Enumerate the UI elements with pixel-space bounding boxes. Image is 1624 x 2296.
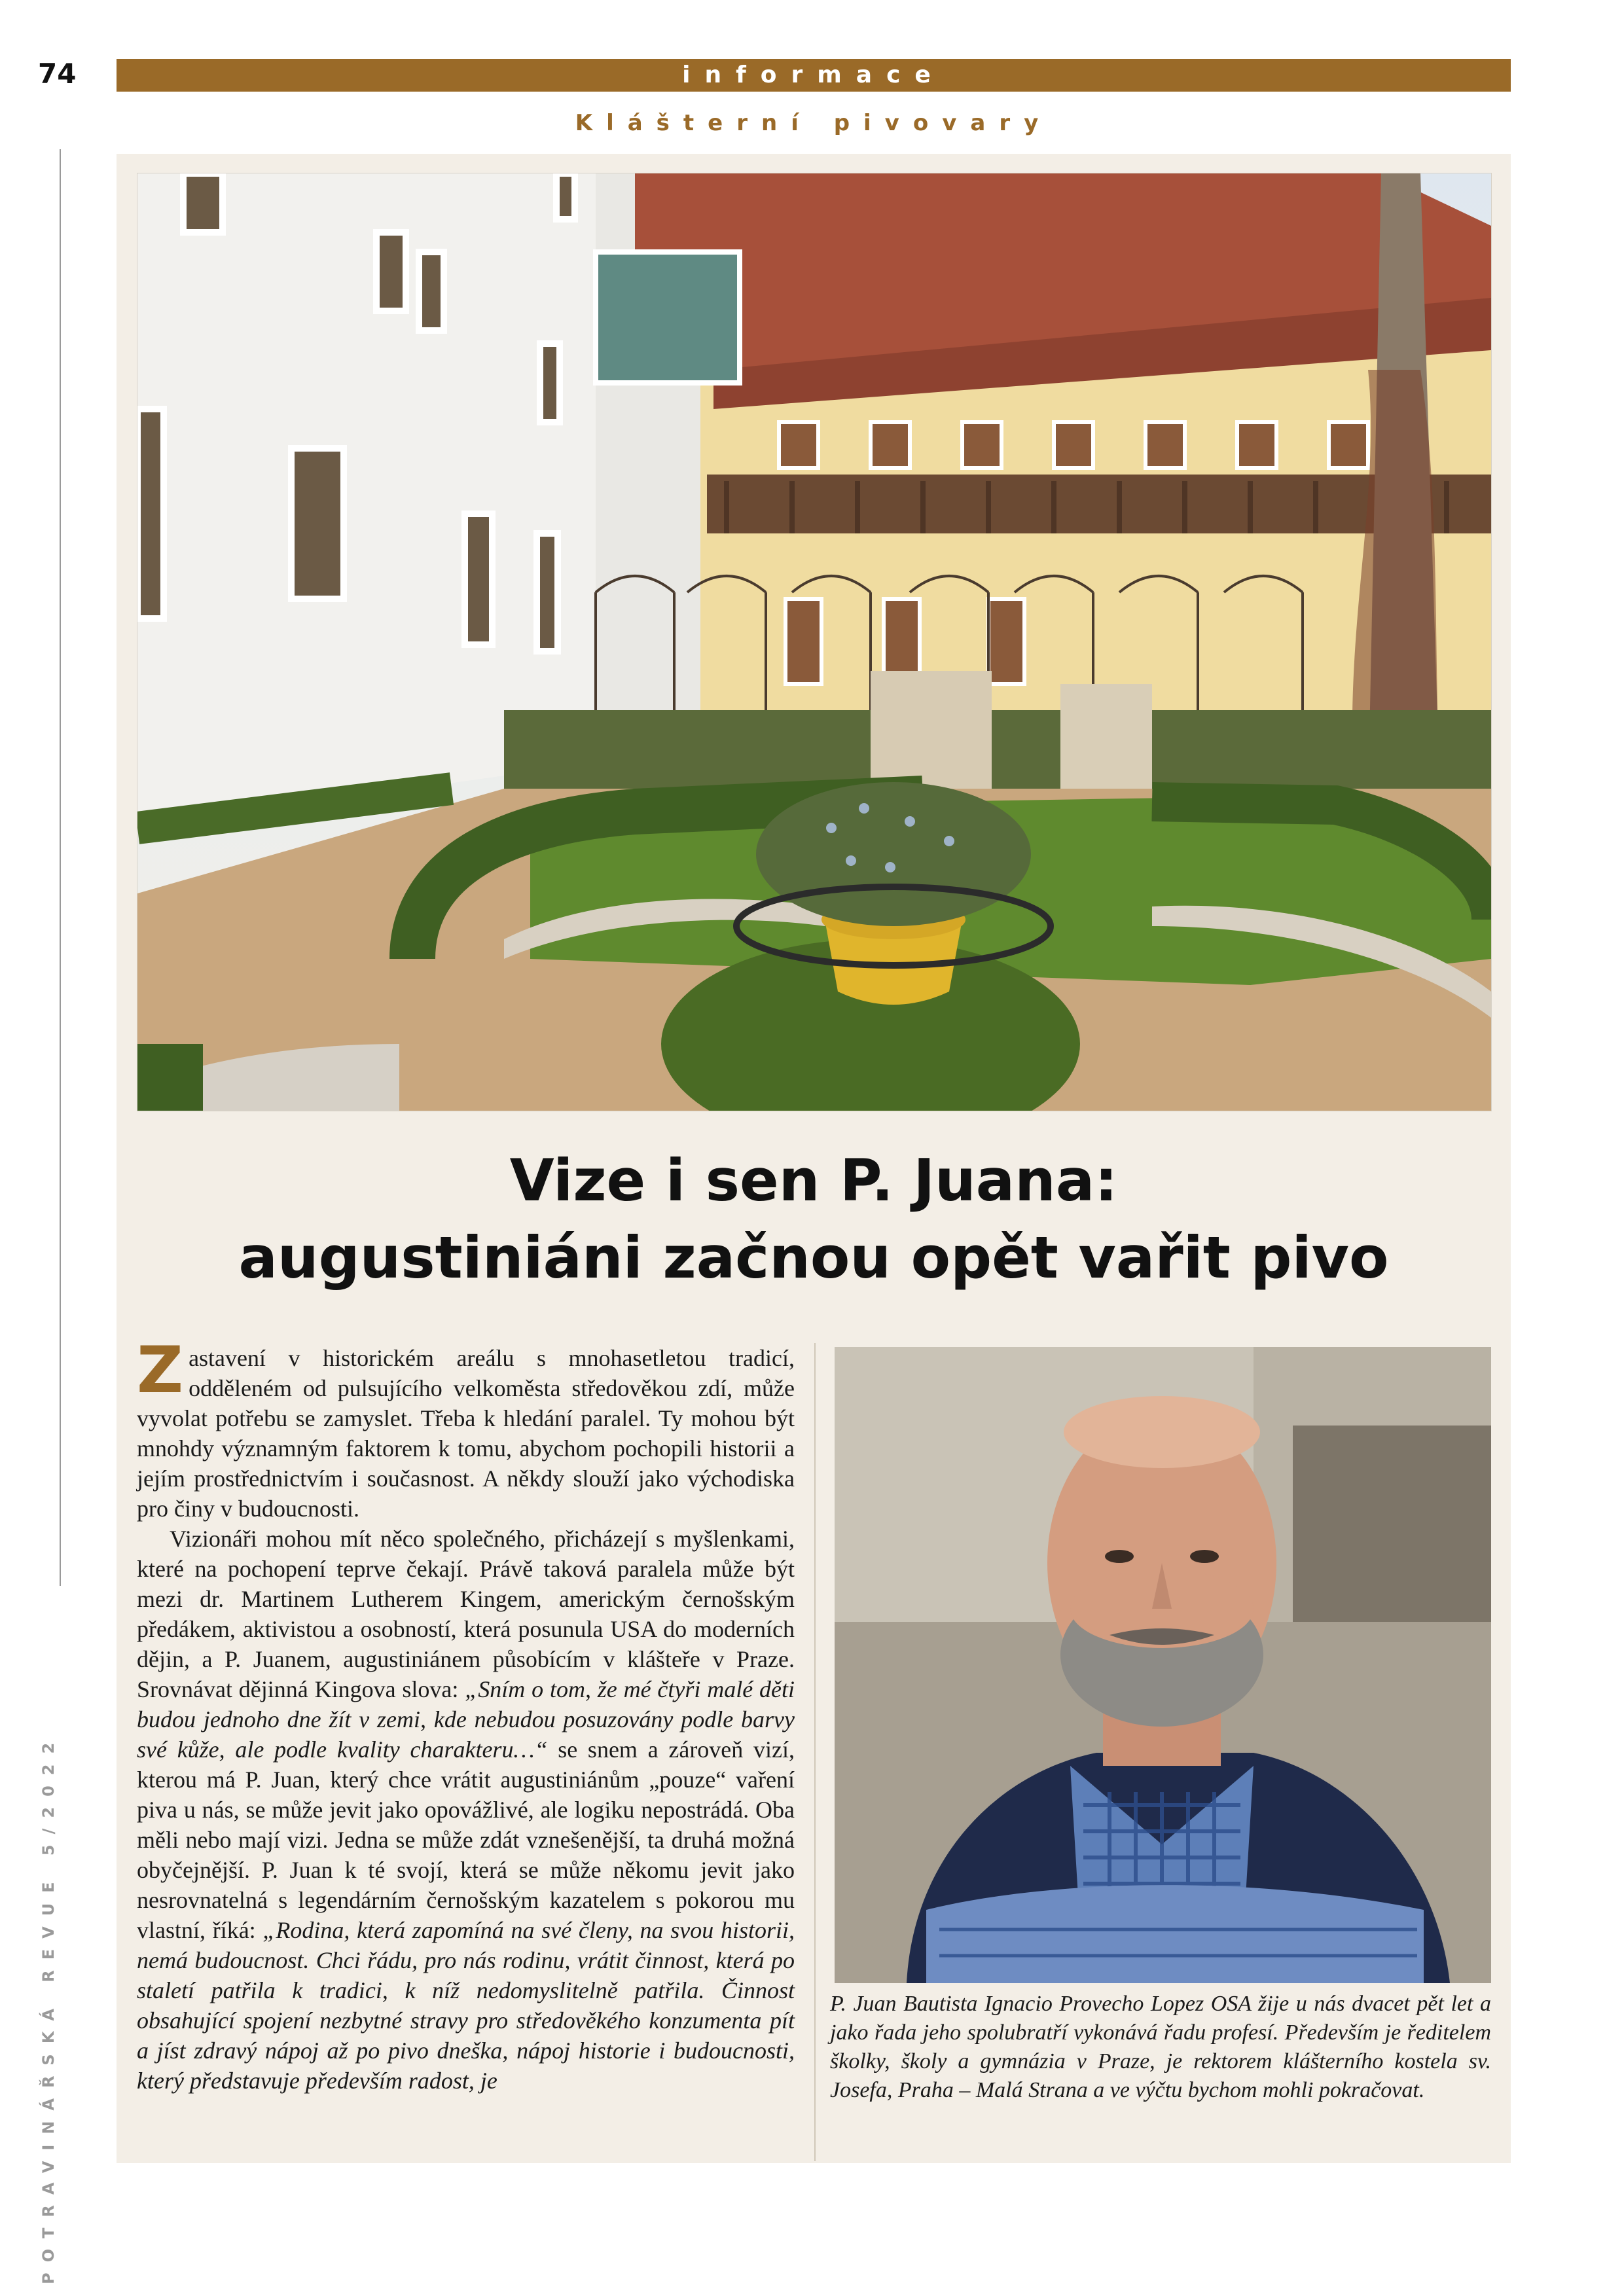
drop-cap: Z	[137, 1333, 184, 1408]
column-divider	[814, 1343, 816, 2161]
article-body	[137, 1333, 795, 2096]
headline-line-2: augustiniáni začnou opět vařit pivo	[238, 1224, 1389, 1291]
subsection-title: Klášterní pivovary	[575, 110, 1053, 136]
headline-line-1: Vize i sen P. Juana:	[509, 1147, 1118, 1214]
paragraph-2-text-a: Vizionáři mohou mít něco společného, přicházejí s myšlenkami, které na pochopení teprve čekají. Právě taková paralela může být mezi dr. Martinem Lutherem Kingem, americkým černošským předákem, aktivistou a osobností, která posunula USA do moderních dějin, a P. Juanem, augustiniánem působícím v klášteře v Praze. Srovnávat dějinná Kingova slova:	[137, 1526, 795, 1702]
portrait-photo	[835, 1347, 1491, 1983]
paragraph-2-quote: „Sním o tom, že mé čtyři malé děti budou jednoho dne žít v zemi, kde nebudou posuzovány podle barvy své kůže, ale podle kvality charakteru…“	[137, 1676, 795, 1763]
paragraph-1-text: astavení v historickém areálu s mnohasetletou tradicí, odděleném od pulsujícího velkoměsta středověkou zdí, může vyvolat potřebu se zamyslet. Třeba k hledání paralel. Ty mohou být mnohdy významným faktorem k tomu, abychom pochopili historii a jejím prostřednictvím i současnost. A někdy slouží jako východiska pro činy v budoucnosti.	[137, 1345, 795, 1522]
section-bar: informace	[117, 59, 1511, 92]
photo-caption: P. Juan Bautista Ignacio Provecho Lopez OSA žije u nás dvacet pět let a jako řada jeho spolubratří vykonává řadu profesí. Především je ředitelem školky, školy a gymnázia v Praze, je rektorem klášterního kostela sv. Josefa, Praha – Malá Strana a ve výčtu bychom mohli pokračovat.	[830, 1992, 1491, 2102]
article-headline	[117, 1142, 1511, 1297]
sidebar-magazine-label: POTRAVINÁŘSKÁ REVUE 5/2022	[39, 1732, 58, 2284]
page-number: 74	[38, 58, 77, 90]
paragraph-2	[137, 1524, 795, 2096]
courtyard-photo	[137, 173, 1492, 1111]
paragraph-2-quote-2: „Rodina, která zapomíná na své členy, na svou historii, nemá budoucnost. Chci řádu, pro nás rodinu, vrátit činnost, která po staletí patřila k tradici, k níž nedomyslitelně patřila. Činnost obsahující spojení nezbytné stravy pro středověkého konzumenta pít a jíst zdravý nápoj až po pivo dneška, nápoj historie i budoucnosti, který představuje především radost, je	[137, 1917, 795, 2094]
paragraph-2-text-b: se snem a zároveň vizí, kterou má P. Juan, který chce vrátit augustiniánům „pouze“ vaření piva u nás, se může jevit jako opovážlivé, ale logiku nepostrádá. Oba měli nebo mají vizi. Jedna se může zdát vznešenější, ta druhá možná obyčejnější. P. Juan k té svojí, která se může někomu jevit jako nesrovnatelná s legendárním černošským kazatelem s pokorou mu vlastní, říká:	[137, 1736, 795, 1943]
sidebar-rule	[60, 149, 61, 1586]
paragraph-1	[137, 1333, 795, 1524]
